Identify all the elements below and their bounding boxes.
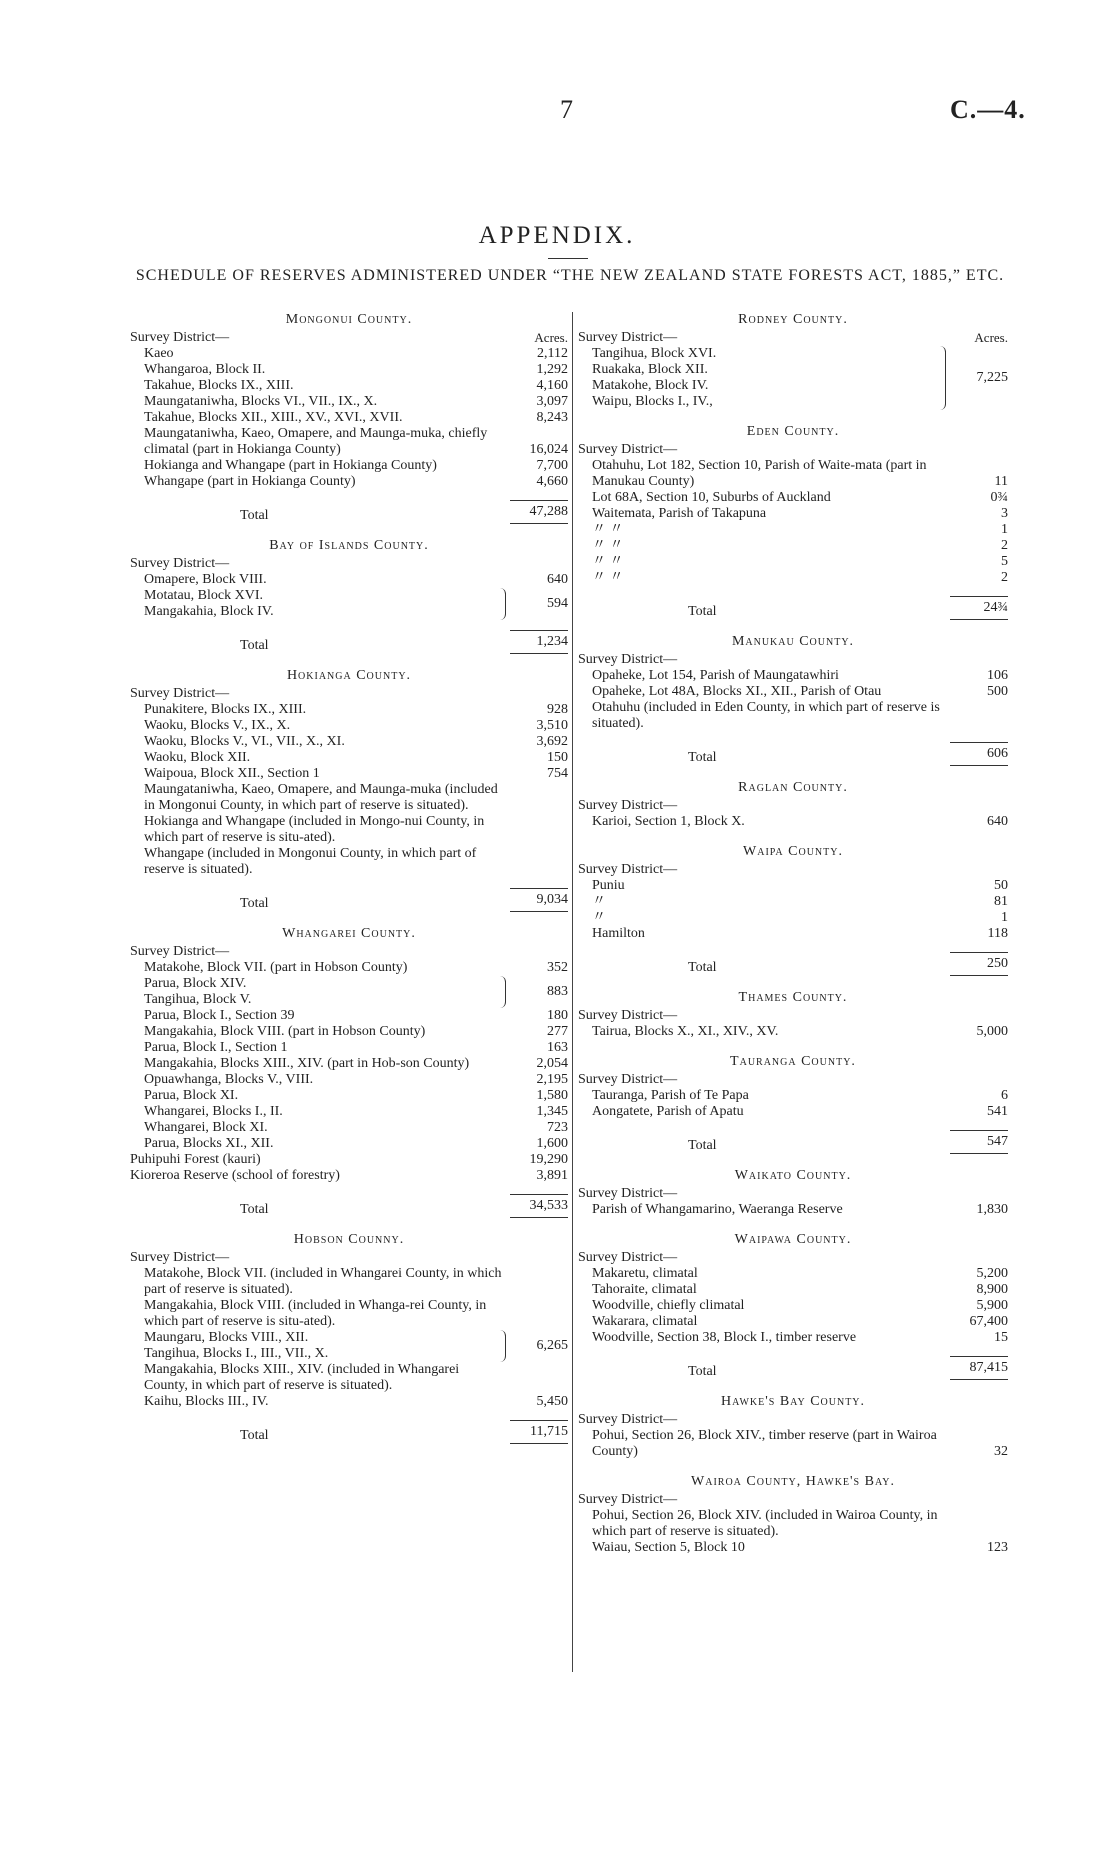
reserve-name: Parua, Block I., Section 39: [144, 1008, 295, 1023]
reserve-note: [130, 782, 568, 814]
table-row: [130, 362, 568, 378]
total-label: Total: [240, 1202, 269, 1217]
reserve-name: Karioi, Section 1, Block X.: [592, 814, 745, 829]
total-value: 250: [950, 952, 1008, 976]
table-row: [578, 814, 1008, 830]
acreage-value: 723: [547, 1120, 568, 1135]
table-row: [130, 410, 568, 426]
table-row: [578, 1202, 1008, 1218]
acreage-value: 118: [987, 926, 1008, 941]
district-label: Survey District—: [578, 1186, 678, 1201]
district-label: Survey District—: [130, 686, 230, 701]
reserve-note-text: Mangakahia, Blocks XIII., XIV. (included in Whangarei County, in which part of reserve is situated).: [144, 1362, 460, 1393]
reserve-name: Waoku, Blocks V., VI., VII., X., XI.: [144, 734, 345, 749]
table-row: [130, 1152, 568, 1168]
acreage-value: 3: [1001, 506, 1008, 521]
table-row: [130, 346, 568, 362]
total-value: 47,288: [510, 500, 568, 524]
survey-district-label: [578, 1008, 1008, 1024]
reserve-name: Whangape (part in Hokianga County): [144, 474, 356, 489]
county-section-waikato: [578, 1168, 1008, 1218]
total-value: 87,415: [950, 1356, 1008, 1380]
survey-district-label: [578, 1250, 1008, 1266]
total-row: [130, 1420, 568, 1444]
county-section-raglan: [578, 780, 1008, 830]
acreage-value: 3,097: [536, 394, 568, 409]
table-row: [578, 684, 1008, 700]
brace-group: [130, 588, 568, 620]
acreage-value: 8,243: [536, 410, 568, 425]
total-row: [578, 1356, 1008, 1380]
reserve-note: [130, 1298, 568, 1330]
total-value: 547: [950, 1130, 1008, 1154]
district-label: Survey District—: [578, 798, 678, 813]
acreage-value: 883: [547, 984, 568, 999]
reserve-name: Pohui, Section 26, Block XIV., timber reserve (part in Wairoa County): [592, 1428, 937, 1459]
table-row: [578, 1282, 1008, 1298]
reserve-name: Woodville, Section 38, Block I., timber reserve: [592, 1330, 857, 1345]
district-label: Survey District—: [578, 1492, 678, 1507]
county-heading: Waipawa County.: [734, 1232, 852, 1247]
table-row: [578, 1024, 1008, 1040]
acreage-value: 0¾: [990, 490, 1008, 505]
reserve-name: Puniu: [592, 878, 625, 893]
county-section-eden: [578, 424, 1008, 620]
acreage-value: 2,195: [536, 1072, 568, 1087]
reserve-name: Otahuhu, Lot 182, Section 10, Parish of Waite-mata (part in Manukau County): [592, 458, 927, 489]
county-heading: Whangarei County.: [282, 926, 416, 941]
table-row: [130, 734, 568, 750]
reserve-name: Takahue, Blocks IX., XIII.: [144, 378, 294, 393]
brace-mark: [499, 1330, 506, 1362]
reserve-name: 〃 〃: [592, 570, 624, 585]
total-label: Total: [688, 1364, 717, 1379]
survey-district-label: [578, 442, 1008, 458]
county-heading: Waipa County.: [743, 844, 843, 859]
total-row: [130, 1194, 568, 1218]
table-row: [578, 1540, 1008, 1556]
acreage-value: 5,900: [976, 1298, 1008, 1313]
acreage-value: 163: [547, 1040, 568, 1055]
acreage-value: 5,000: [976, 1024, 1008, 1039]
table-row: [130, 718, 568, 734]
total-value: 24¾: [950, 596, 1008, 620]
right-column: [578, 312, 1008, 1556]
county-section-mongonui: [130, 312, 568, 524]
acreage-value: 2,112: [537, 346, 568, 361]
table-row: [130, 960, 568, 976]
total-row: [578, 596, 1008, 620]
brace-group: [130, 976, 568, 1008]
acreage-value: 50: [994, 878, 1008, 893]
survey-district-label: [578, 1072, 1008, 1088]
acreage-value: 640: [547, 572, 568, 587]
acres-column-header: Acres.: [974, 330, 1008, 345]
county-heading: Hobson Counny.: [293, 1232, 405, 1247]
table-row: [130, 1088, 568, 1104]
acreage-value: 5: [1001, 554, 1008, 569]
reserve-name: Kaihu, Blocks III., IV.: [144, 1394, 269, 1409]
survey-district-label: [578, 1492, 1008, 1508]
reserve-name: Opaheke, Lot 154, Parish of Maungatawhiri: [592, 668, 839, 683]
reserve-note: [130, 1362, 568, 1394]
table-row: [578, 878, 1008, 894]
reserve-name: Parish of Whangamarino, Waeranga Reserve: [592, 1202, 843, 1217]
county-section-waipawa: [578, 1232, 1008, 1380]
total-value: 1,234: [510, 630, 568, 654]
acreage-value: 81: [994, 894, 1008, 909]
reserve-name: Waitemata, Parish of Takapuna: [592, 506, 767, 521]
reserve-name: Kaeo: [144, 346, 174, 361]
total-row: [578, 952, 1008, 976]
table-row: [578, 910, 1008, 926]
survey-district-label: [578, 1186, 1008, 1202]
district-label: Survey District—: [578, 1072, 678, 1087]
table-row: [130, 750, 568, 766]
reserve-name: Whangaroa, Block II.: [144, 362, 266, 377]
total-row: [130, 500, 568, 524]
title-rule: [548, 258, 588, 259]
acreage-value: 4,160: [536, 378, 568, 393]
county-section-thames: [578, 990, 1008, 1040]
reserve-name: 〃: [592, 910, 606, 925]
table-row: [130, 378, 568, 394]
reserve-name: Waipu, Blocks I., IV.,: [592, 394, 713, 409]
acreage-value: 277: [547, 1024, 568, 1039]
acreage-value: 123: [987, 1540, 1008, 1555]
reserve-name: Maungaru, Blocks VIII., XII.: [144, 1330, 309, 1345]
district-label: Survey District—: [578, 330, 678, 345]
reserve-note: [578, 1508, 1008, 1540]
county-section-wairoa: [578, 1474, 1008, 1556]
acreage-value: 3,510: [536, 718, 568, 733]
reserve-name: Hamilton: [592, 926, 645, 941]
table-row: [130, 766, 568, 782]
acreage-value: 150: [547, 750, 568, 765]
total-label: Total: [688, 750, 717, 765]
acreage-value: 640: [987, 814, 1008, 829]
schedule-subtitle: SCHEDULE OF RESERVES ADMINISTERED UNDER “THE NEW ZEALAND STATE FORESTS ACT, 1885,” ETC.: [135, 267, 1005, 284]
district-label: Survey District—: [578, 1008, 678, 1023]
district-label: Survey District—: [578, 442, 678, 457]
acreage-value: 6: [1001, 1088, 1008, 1103]
county-section-waipa: [578, 844, 1008, 976]
reserve-note-text: Pohui, Section 26, Block XIV. (included in Wairoa County, in which part of reserve is situated).: [592, 1508, 938, 1539]
district-label: Survey District—: [578, 1412, 678, 1427]
county-heading: Eden County.: [746, 424, 840, 439]
district-label: Survey District—: [130, 556, 230, 571]
reserve-name: Makaretu, climatal: [592, 1266, 698, 1281]
reserve-name: Motatau, Block XVI.: [144, 588, 263, 603]
reserve-name: Hokianga and Whangape (part in Hokianga County): [144, 458, 437, 473]
reserve-name: Whangarei, Blocks I., II.: [144, 1104, 283, 1119]
reserve-name: Whangarei, Block XI.: [144, 1120, 268, 1135]
reserve-name: Waoku, Blocks V., IX., X.: [144, 718, 291, 733]
reserve-name: Matakohe, Block IV.: [592, 378, 709, 393]
table-row: [578, 1298, 1008, 1314]
table-row: [130, 1394, 568, 1410]
acreage-value: 1: [1001, 910, 1008, 925]
survey-district-label: [578, 798, 1008, 814]
acreage-value: 4,660: [536, 474, 568, 489]
reserve-name: 〃: [592, 894, 606, 909]
reserve-name: Tangihua, Block XVI.: [592, 346, 717, 361]
total-row: [578, 1130, 1008, 1154]
county-section-tauranga: [578, 1054, 1008, 1154]
county-heading: Rodney County.: [738, 312, 848, 327]
table-row: [130, 702, 568, 718]
reserve-name: Parua, Block XIV.: [144, 976, 247, 991]
reserve-name: Tangihua, Blocks I., III., VII., X.: [144, 1346, 329, 1361]
acreage-value: 6,265: [536, 1338, 568, 1353]
table-row: [130, 1024, 568, 1040]
table-row: [130, 1168, 568, 1184]
district-label: Survey District—: [578, 1250, 678, 1265]
reserve-name: 〃 〃: [592, 538, 624, 553]
reserve-note: [130, 814, 568, 846]
total-row: [578, 742, 1008, 766]
acreage-value: 2,054: [536, 1056, 568, 1071]
reserve-name: Waipoua, Block XII., Section 1: [144, 766, 320, 781]
survey-district-label: [130, 330, 568, 346]
reserve-name: Woodville, chiefly climatal: [592, 1298, 745, 1313]
table-row: [578, 1330, 1008, 1346]
total-label: Total: [240, 638, 269, 653]
survey-district-label: [130, 556, 568, 572]
total-value: 606: [950, 742, 1008, 766]
district-label: Survey District—: [130, 330, 230, 345]
county-section-hokianga: [130, 668, 568, 912]
reserve-note-text: Whangape (included in Mongonui County, in which part of reserve is situated).: [144, 846, 477, 877]
table-row: [578, 570, 1008, 586]
table-row: [578, 506, 1008, 522]
table-row: [578, 1428, 1008, 1460]
reserve-name: Ruakaka, Block XII.: [592, 362, 708, 377]
district-label: Survey District—: [578, 652, 678, 667]
reserve-name: Aongatete, Parish of Apatu: [592, 1104, 744, 1119]
reserve-name: Matakohe, Block VII. (part in Hobson County): [144, 960, 408, 975]
brace-mark: [499, 588, 506, 620]
total-label: Total: [688, 960, 717, 975]
acreage-value: 19,290: [529, 1152, 568, 1167]
acreage-value: 32: [994, 1444, 1008, 1459]
page-title: APPENDIX.: [478, 222, 636, 249]
table-row: [130, 1120, 568, 1136]
acreage-value: 928: [547, 702, 568, 717]
acreage-value: 594: [547, 596, 568, 611]
reserve-name: Maungataniwha, Kaeo, Omapere, and Maunga-muka, chiefly climatal (part in Hokianga County): [144, 426, 488, 457]
survey-district-label: [130, 944, 568, 960]
county-section-manukau: [578, 634, 1008, 766]
table-row: [578, 894, 1008, 910]
reserve-name: Omapere, Block VIII.: [144, 572, 267, 587]
table-row: [130, 394, 568, 410]
acreage-value: 8,900: [976, 1282, 1008, 1297]
total-label: Total: [240, 1428, 269, 1443]
table-row: [578, 538, 1008, 554]
reserve-note: [130, 846, 568, 878]
reserve-name: Tauranga, Parish of Te Papa: [592, 1088, 749, 1103]
reserve-name: Puhipuhi Forest (kauri): [130, 1152, 261, 1167]
acreage-value: 180: [547, 1008, 568, 1023]
acreage-value: 1,580: [536, 1088, 568, 1103]
reserve-name: Waiau, Section 5, Block 10: [592, 1540, 745, 1555]
reserve-name: Mangakahia, Block VIII. (part in Hobson County): [144, 1024, 426, 1039]
county-heading: Manukau County.: [731, 634, 855, 649]
acreage-value: 500: [987, 684, 1008, 699]
reserve-name: 〃 〃: [592, 554, 624, 569]
total-label: Total: [688, 1138, 717, 1153]
acreage-value: 106: [987, 668, 1008, 683]
total-value: 9,034: [510, 888, 568, 912]
survey-district-label: [130, 1250, 568, 1266]
reserve-note-text: Matakohe, Block VII. (included in Whangarei County, in which part of reserve is situated).: [144, 1266, 502, 1297]
reserve-note: [130, 1266, 568, 1298]
reserve-name: 〃 〃: [592, 522, 624, 537]
reserve-name: Wakarara, climatal: [592, 1314, 698, 1329]
total-row: [130, 630, 568, 654]
county-section-whangarei: [130, 926, 568, 1218]
table-row: [130, 1104, 568, 1120]
reserve-name: Parua, Block XI.: [144, 1088, 239, 1103]
reserve-name: Opuawhanga, Blocks V., VIII.: [144, 1072, 314, 1087]
reserve-name: Tairua, Blocks X., XI., XIV., XV.: [592, 1024, 779, 1039]
reserve-note-text: Maungataniwha, Kaeo, Omapere, and Maunga-muka (included in Mongonui County, in which part of reserve is situated).: [144, 782, 498, 813]
reserve-name: Takahue, Blocks XII., XIII., XV., XVI., XVII.: [144, 410, 403, 425]
reserve-name: Parua, Blocks XI., XII.: [144, 1136, 274, 1151]
district-label: Survey District—: [578, 862, 678, 877]
acreage-value: 3,891: [536, 1168, 568, 1183]
table-row: [130, 1056, 568, 1072]
acreage-value: 2: [1001, 538, 1008, 553]
table-row: [578, 522, 1008, 538]
acreage-value: 5,200: [976, 1266, 1008, 1281]
brace-group: [130, 1330, 568, 1362]
acreage-value: 5,450: [536, 1394, 568, 1409]
table-row: [130, 458, 568, 474]
acreage-value: 541: [987, 1104, 1008, 1119]
county-heading: Hokianga County.: [286, 668, 412, 683]
county-section-bay: [130, 538, 568, 654]
acreage-value: 352: [547, 960, 568, 975]
acreage-value: 1,345: [536, 1104, 568, 1119]
acreage-value: 2: [1001, 570, 1008, 585]
total-label: Total: [240, 896, 269, 911]
page-number: 7: [560, 95, 573, 124]
reserve-note-text: Hokianga and Whangape (included in Mongo-nui County, in which part of reserve is situ-ated).: [144, 814, 485, 845]
table-row: [130, 1040, 568, 1056]
reserve-name: Waoku, Block XII.: [144, 750, 251, 765]
acreage-value: 15: [994, 1330, 1008, 1345]
county-heading: Hawke's Bay County.: [720, 1394, 866, 1409]
reserve-note: [578, 700, 1008, 732]
column-divider: [572, 312, 573, 1672]
acreage-value: 754: [547, 766, 568, 781]
acreage-value: 3,692: [536, 734, 568, 749]
left-column: [130, 312, 568, 1444]
acreage-value: 67,400: [969, 1314, 1008, 1329]
total-row: [130, 888, 568, 912]
reserve-name: Opaheke, Lot 48A, Blocks XI., XII., Parish of Otau: [592, 684, 882, 699]
reserve-name: Tahoraite, climatal: [592, 1282, 697, 1297]
table-row: [130, 1136, 568, 1152]
acreage-value: 1: [1001, 522, 1008, 537]
acreage-value: 1,600: [536, 1136, 568, 1151]
reserve-name: Kioreroa Reserve (school of forestry): [130, 1168, 340, 1183]
table-row: [578, 1088, 1008, 1104]
table-row: [578, 926, 1008, 942]
acreage-value: 16,024: [529, 442, 568, 457]
brace-mark: [499, 976, 506, 1008]
table-row: [578, 1314, 1008, 1330]
acreage-value: 7,225: [976, 370, 1008, 385]
district-label: Survey District—: [130, 1250, 230, 1265]
county-section-rodney: [578, 312, 1008, 410]
county-heading: Waikato County.: [734, 1168, 852, 1183]
total-value: 34,533: [510, 1194, 568, 1218]
county-heading: Raglan County.: [738, 780, 848, 795]
brace-mark: [939, 346, 946, 410]
document-code: C.—4.: [950, 95, 1026, 124]
survey-district-label: [130, 686, 568, 702]
acres-column-header: Acres.: [534, 330, 568, 345]
total-label: Total: [240, 508, 269, 523]
county-heading: Wairoa County, Hawke's Bay.: [691, 1474, 895, 1489]
table-row: [130, 1008, 568, 1024]
table-row: [578, 458, 1008, 490]
table-row: [578, 490, 1008, 506]
county-heading: Thames County.: [738, 990, 848, 1005]
reserve-name: Punakitere, Blocks IX., XIII.: [144, 702, 307, 717]
total-label: Total: [688, 604, 717, 619]
table-row: [578, 668, 1008, 684]
total-value: 11,715: [510, 1420, 568, 1444]
reserve-note-text: Mangakahia, Block VIII. (included in Whanga-rei County, in which part of reserve is situ-ated).: [144, 1298, 487, 1329]
reserve-name: Parua, Block I., Section 1: [144, 1040, 288, 1055]
table-row: [130, 1072, 568, 1088]
county-section-hobson: [130, 1232, 568, 1444]
reserve-name: Mangakahia, Blocks XIII., XIV. (part in Hob-son County): [144, 1056, 470, 1071]
table-row: [130, 474, 568, 490]
survey-district-label: [578, 1412, 1008, 1428]
district-label: Survey District—: [130, 944, 230, 959]
reserve-name: Tangihua, Block V.: [144, 992, 252, 1007]
reserve-name: Mangakahia, Block IV.: [144, 604, 274, 619]
table-row: [578, 1104, 1008, 1120]
table-row: [578, 554, 1008, 570]
reserve-name: Maungataniwha, Blocks VI., VII., IX., X.: [144, 394, 378, 409]
county-heading: Bay of Islands County.: [269, 538, 429, 553]
county-heading: Tauranga County.: [730, 1054, 856, 1069]
table-row: [130, 572, 568, 588]
acreage-value: 1,830: [976, 1202, 1008, 1217]
survey-district-label: [578, 652, 1008, 668]
county-heading: Mongonui County.: [285, 312, 413, 327]
acreage-value: 1,292: [536, 362, 568, 377]
reserve-note-text: Otahuhu (included in Eden County, in which part of reserve is situated).: [592, 700, 940, 731]
brace-group: [578, 346, 1008, 410]
reserve-name: Lot 68A, Section 10, Suburbs of Auckland: [592, 490, 831, 505]
table-row: [130, 426, 568, 458]
acreage-value: 7,700: [536, 458, 568, 473]
survey-district-label: [578, 330, 1008, 346]
acreage-value: 11: [994, 474, 1008, 489]
table-row: [578, 1266, 1008, 1282]
county-section-hawkes: [578, 1394, 1008, 1460]
survey-district-label: [578, 862, 1008, 878]
